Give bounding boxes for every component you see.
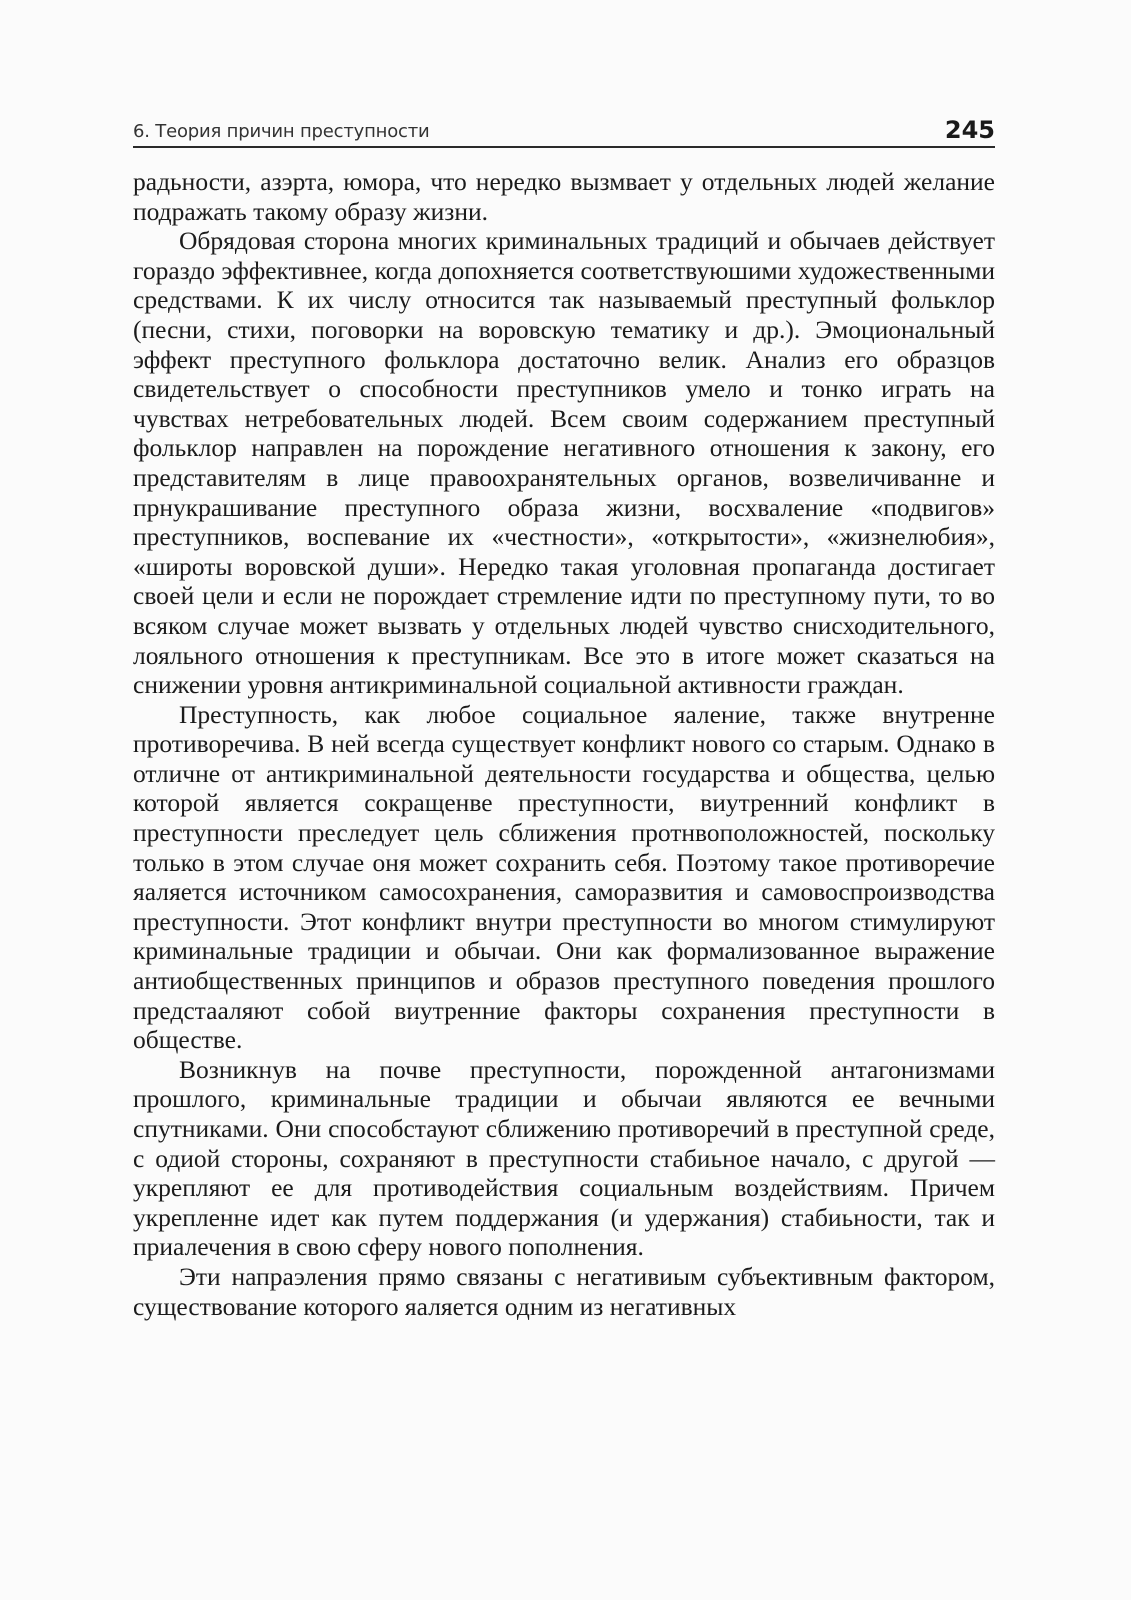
paragraph-1: радьности, азэрта, юмора, что нередко вызмвает у отдельных людей желание подражать такому образу жизни.	[133, 167, 995, 226]
running-header	[133, 106, 995, 148]
paragraph-4: Возникнув на почве преступности, порожденной антагонизмами прошлого, криминальные традиции и обычаи являются ее вечными спутниками. Они способстауют сближению противоречий в преступной среде, с одиой стороны, сохраняют в преступности стабиьное начало, с другой — укрепляют ее для противодействия социальным воздействиям. Причем укрепленне идет как путем поддержания (и удержания) стабиьности, так и приалечения в свою сферу нового пополнения.	[133, 1054, 995, 1262]
paragraph-3: Преступность, как любое социальное яаление, также внутренне противоречива. В ней всегда существует конфликт нового со старым. Однако в отличне от антикриминальной деятельности государства и общества, целью которой является сокращенве преступности, виутренний конфликт в преступности преследует цель сближения протнвоположностей, поскольку только в этом случае оня может сохранить себя. Поэтому такое противоречие яаляется источником самосохранения, саморазвития и самовоспроизводства преступности. Этот конфликт внутри преступности во многом стимулируют криминальные традиции и обычаи. Они как формализованное выражение антиобщественных принципов и образов преступного поведения прошлого предстааляют собой виутренние факторы сохранения преступности в обществе.	[133, 699, 995, 1055]
page-number: 245	[944, 116, 995, 144]
paragraph-5: Эти напраэления прямо связаны с негативиым субъективным фактором, существование которого яаляется одним из негативных	[133, 1261, 995, 1321]
paragraph-2: Обрядовая сторона многих криминальных традиций и обычаев действует гораздо эффективнее, когда допохняется соответствуюшими художественными средствами. К их числу относится так называемый преступный фольклор (песни, стихи, поговорки на воровскую тематику и др.). Эмоциональный эффект преступного фольклора достаточно велик. Анализ его образцов свидетельствует о способности преступников умело и тонко играть на чувствах нетребовательных людей. Всем своим содержанием преступный фольклор направлен на порождение негативного отношения к закону, его представителям в лице правоохранятельных органов, возвеличиванне и прнукрашивание преступного образа жизни, восхваление «подвигов» преступников, воспевание их «честности», «открытости», «жизнелюбия», «широты воровской души». Нередко такая уголовная пропаганда достигает своей цели и если не порождает стремление идти по преступному пути, то во всяком случае может вызвать у отдельных людей чувство снисходительного, лояльного отношения к преступникам. Все это в итоге может сказаться на снижении уровня антикриминальной социальной активности граждан.	[133, 226, 995, 700]
body-text	[133, 167, 995, 1321]
section-title: 6. Теория причин преступности	[133, 121, 430, 142]
